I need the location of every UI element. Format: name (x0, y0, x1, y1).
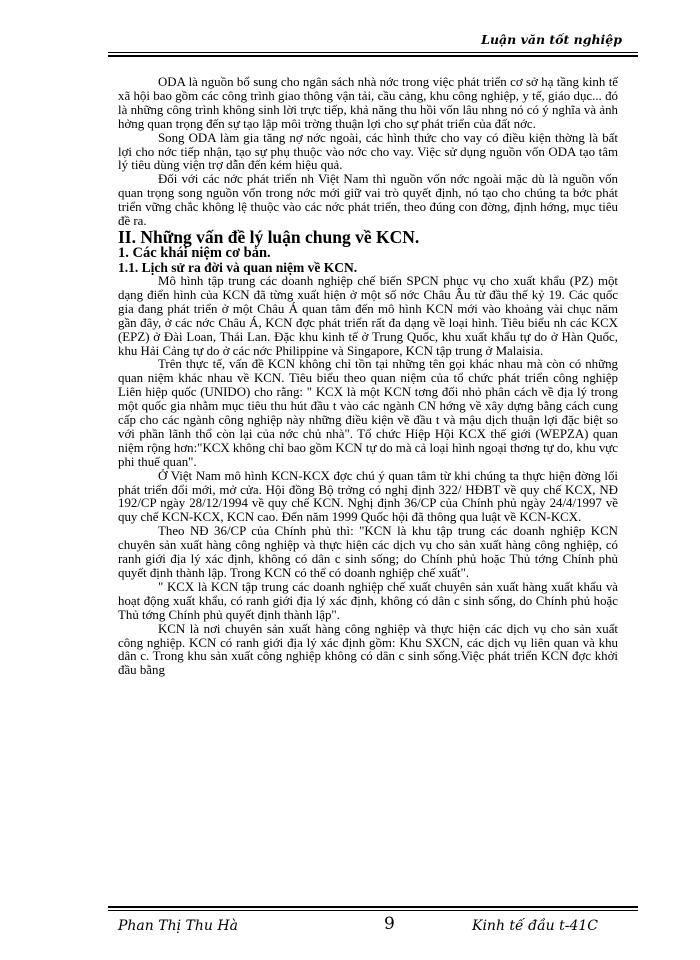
paragraph: " KCX là KCN tập trung các doanh nghiệp chế xuất chuyên sản xuất hàng xuất khẩu và hoạt động xuất khẩu, có ranh giới địa lý xác định, không có dân c sinh sống, do Chính phủ hoặc Thủ tớng Chính phủ quyết định thành lập". (118, 579, 618, 622)
running-header: Luận văn tốt nghiệp (481, 32, 622, 47)
page-number: 9 (384, 914, 395, 934)
paragraph: Song ODA làm gia tăng nợ nớc ngoài, các hình thức cho vay có điều kiện thờng là bất lợi cho nớc tiếp nhận, tạo sự phụ thuộc vào nớc cho vay. Việc sử dụng nguồn vốn ODA tạo tâm lý tiêu dùng viện trợ dẫn đến kém hiệu quả. (118, 130, 618, 173)
header-rule (108, 52, 638, 53)
section-heading: II. Những vấn đề lý luận chung về KCN. (118, 226, 420, 247)
footer-rule (108, 910, 638, 911)
paragraph: Trên thực tế, vấn đề KCN không chỉ tồn tại những tên gọi khác nhau mà còn có những quan niệm khác nhau về KCN. Tiêu biểu theo quan niệm của tổ chức phát triển công nghiệp Liên hiệp quốc (UNIDO) cho rằng: " KCX là một KCN tơng đối nhỏ phân cách về địa lý trong một quốc gia nhằm mục tiêu thu hút đầu t vào các ngành CN hớng về xây dựng bằng cách cung cấp cho các ngành công nghiệp này những điều kiện về đầu t và mậu dịch thuận lợi đặc biệt so với phần lãnh thổ còn lại của nớc chủ nhà". Tổ chức Hiệp Hội KCX thế giới (WEPZA) quan niệm rộng hơn:"KCX không chỉ bao gồm KCN tự do mà cả loại hình ngoại thơng tự do, khu vực phi thuế quan". (118, 357, 618, 469)
paragraph: Ở Việt Nam mô hình KCN-KCX đợc chú ý quan tâm từ khi chúng ta thực hiện đờng lối phát triển đổi mới, mở cửa. Hội đồng Bộ trởng có nghị định 322/ HĐBT về quy chế KCX, NĐ 192/CP ngày 28/12/1994 về quy chế KCN. Nghị định 36/CP của Chính phủ ngày 24/4/1997 về quy chế KCN-KCX, KCN cao. Đến năm 1999 Quốc hội đã thông qua luật về KCN-KCX. (118, 468, 618, 525)
paragraph: Mô hình tập trung các doanh nghiệp chế biến SPCN phục vụ cho xuất khẩu (PZ) một dạng điển hình của KCN đã từng xuất hiện ở một số nớc Châu Âu từ đầu thế kỷ 19. Các quốc gia đang phát triển ở một Châu Á quan tâm đến mô hình KCN mới vào khoảng vài chục năm gần đây, ở các nớc Châu Á, KCN đợc phát triển rất đa dạng về loại hình. Tiêu biểu nh các KCX (EPZ) ở Đài Loan, Thái Lan. Đặc khu kinh tế ở Trung Quốc, khu xuất khẩu tự do ở Hàn Quốc, khu Hải Cảng tự do ở các nớc Philippine và Singapore, KCN tập trung ở Malaisia. (118, 273, 618, 358)
paragraph: Đối với các nớc phát triển nh Việt Nam thì nguồn vốn nớc ngoài mặc dù là nguồn vốn quan trọng song nguồn vốn trong nớc mới giữ vai trò quyết định, nó tạo cho chúng ta bớc phát triển vững chắc không lệ thuộc vào các nớc phát triển, theo đúng con đờng, định hớng, mục tiêu đề ra. (118, 172, 618, 229)
subsubsection-heading: 1.1. Lịch sử ra đời và quan niệm về KCN. (118, 259, 358, 275)
paragraph: KCN là nơi chuyên sản xuất hàng công nghiệp và thực hiện các dịch vụ cho sản xuất công nghiệp. KCN có ranh giới địa lý xác định gồm: Khu SXCN, các dịch vụ liên quan và khu dân c. Trong khu sản xuất công nghiệp không có dân c sinh sống.Việc phát triển KCN đợc khởi đầu bằng (118, 621, 618, 678)
paragraph: Theo NĐ 36/CP của Chính phủ thì: "KCN là khu tập trung các doanh nghiệp KCN chuyên sản xuất hàng công nghiệp và thực hiện các dịch vụ cho sản xuất hàng công nghiệp, có ranh giới địa lý xác định, không có dân c sinh sống; do Chính phủ hoặc Thủ tớng Chính phủ quyết định thành lập. Trong KCN có thể có doanh nghiệp chế xuất". (118, 524, 618, 580)
paragraph: ODA là nguồn bổ sung cho ngân sách nhà nớc trong việc phát triển cơ sở hạ tầng kinh tế xã hội bao gồm các công trình giao thông vận tải, cầu cảng, khu công nghiệp, y tế, giáo dục... đó là những công trình không sinh lời trực tiếp, khả năng thu hồi vốn lâu nhng nó có ý nghĩa và ảnh hởng quan trọng đến sự tạo lập môi trờng thuận lợi cho sự phát triển của đất nớc. (118, 75, 618, 131)
footer-author: Phan Thị Thu Hà (118, 918, 238, 934)
subsection-heading: 1. Các khái niệm cơ bản. (118, 244, 271, 261)
footer-rule-thick (108, 906, 638, 908)
header-rule-thick (108, 55, 638, 57)
page-body (118, 76, 618, 678)
footer-class-code: Kinh tế đầu t-41C (472, 918, 598, 934)
